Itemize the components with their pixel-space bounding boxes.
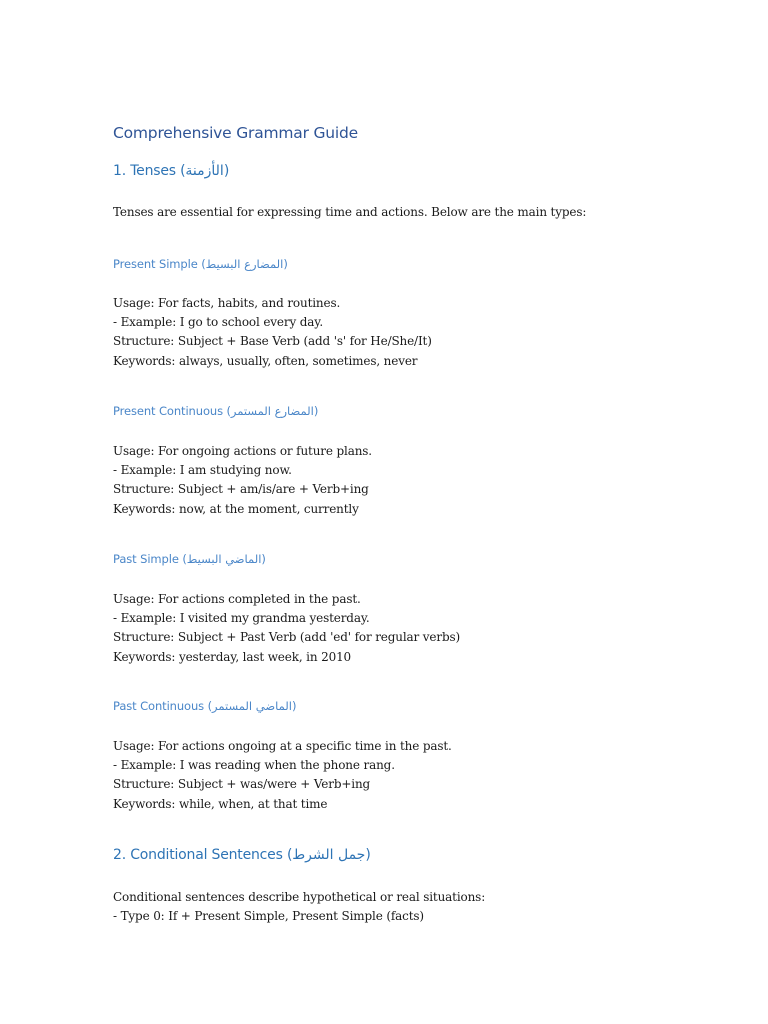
subheading-present-continuous: Present Continuous (المضارع المستمر)	[113, 404, 319, 418]
subheading-past-continuous: Past Continuous (الماضي المستمر)	[113, 699, 297, 713]
present-continuous-lines	[113, 442, 372, 519]
present-continuous-example: - Example: I am studying now.	[113, 463, 292, 478]
subheading-present-simple: Present Simple (المضارع البسيط)	[113, 257, 288, 271]
present-simple-keywords: Keywords: always, usually, often, sometimes, never	[113, 353, 418, 368]
present-continuous-keywords: Keywords: now, at the moment, currently	[113, 501, 359, 516]
past-simple-lines	[113, 590, 460, 667]
present-continuous-structure: Structure: Subject + am/is/are + Verb+ing	[113, 482, 369, 497]
conditionals-type-0: - Type 0: If + Present Simple, Present Simple (facts)	[113, 909, 424, 924]
present-simple-usage: Usage: For facts, habits, and routines.	[113, 296, 341, 310]
past-simple-structure: Structure: Subject + Past Verb (add 'ed' for regular verbs)	[113, 630, 461, 645]
past-continuous-lines	[113, 737, 452, 814]
section-heading-conditionals: 2. Conditional Sentences (جمل الشرط)	[113, 847, 371, 863]
tenses-intro: Tenses are essential for expressing time and actions. Below are the main types:	[113, 205, 587, 219]
conditionals-lines	[113, 888, 485, 926]
conditionals-intro: Conditional sentences describe hypothetical or real situations:	[113, 890, 486, 904]
past-simple-keywords: Keywords: yesterday, last week, in 2010	[113, 649, 352, 664]
past-continuous-usage: Usage: For actions ongoing at a specific time in the past.	[113, 739, 452, 753]
present-continuous-usage: Usage: For ongoing actions or future plans.	[113, 444, 372, 458]
document-title: Comprehensive Grammar Guide	[113, 124, 359, 142]
present-simple-lines	[113, 294, 432, 371]
section-heading-tenses: 1. Tenses (الأزمنة)	[113, 163, 230, 179]
past-continuous-example: - Example: I was reading when the phone rang.	[113, 758, 395, 773]
document-body	[113, 0, 713, 1024]
past-simple-usage: Usage: For actions completed in the past.	[113, 592, 361, 606]
present-simple-structure: Structure: Subject + Base Verb (add 's' for He/She/It)	[113, 334, 432, 349]
past-continuous-structure: Structure: Subject + was/were + Verb+ing	[113, 777, 371, 792]
present-simple-example: - Example: I go to school every day.	[113, 315, 324, 330]
past-continuous-keywords: Keywords: while, when, at that time	[113, 796, 328, 811]
past-simple-example: - Example: I visited my grandma yesterday.	[113, 611, 370, 626]
subheading-past-simple: Past Simple (الماضي البسيط)	[113, 552, 266, 566]
